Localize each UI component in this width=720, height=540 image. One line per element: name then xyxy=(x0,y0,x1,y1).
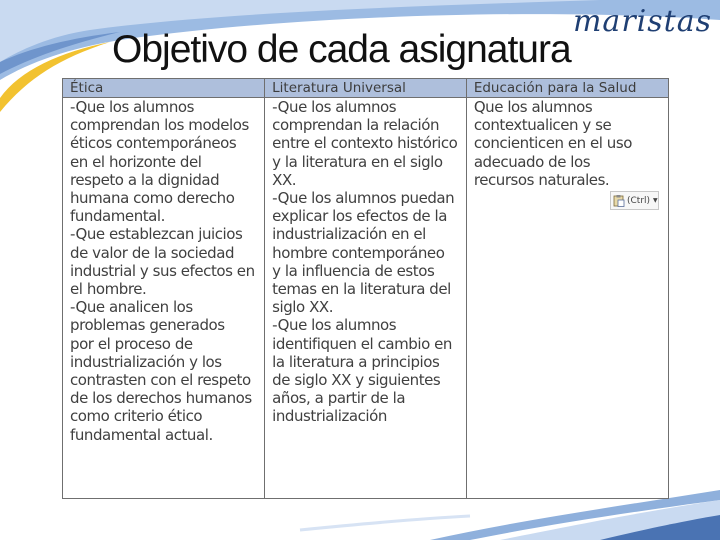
objectives-table xyxy=(62,78,669,499)
cell-line: de valor de la sociedad xyxy=(70,243,235,262)
slide-title: Objetivo de cada asignatura xyxy=(112,28,571,71)
cell-line: -Que los alumnos xyxy=(70,98,194,116)
cell-line: como criterio ético xyxy=(70,407,203,426)
cell-etica xyxy=(63,98,265,499)
cell-line: hombre contemporáneo xyxy=(272,243,445,262)
chevron-down-icon: ▼ xyxy=(653,197,658,204)
cell-line: adecuado de los xyxy=(473,152,591,171)
cell-line: concienticen en el uso xyxy=(473,134,632,153)
cell-line: éticos contemporáneos xyxy=(70,134,237,153)
header-educacion-salud: Educación para la Salud xyxy=(466,79,668,98)
cell-line: -Que los alumnos xyxy=(272,98,397,116)
cell-line: comprendan los modelos xyxy=(70,116,249,135)
cell-line: siglo XX. xyxy=(272,298,334,317)
cell-line: fundamental actual. xyxy=(70,425,213,444)
cell-line: industrialización y los xyxy=(70,352,222,371)
cell-line: contextualicen y se xyxy=(473,116,612,135)
cell-line: Que los alumnos xyxy=(473,98,593,116)
cell-line: en el horizonte del xyxy=(70,152,202,171)
cell-line: y la literatura en el siglo xyxy=(272,152,443,171)
cell-line: recursos naturales. xyxy=(473,170,610,189)
paste-options-label: (Ctrl) xyxy=(627,195,651,206)
header-literatura-universal: Literatura Universal xyxy=(265,79,467,98)
cell-line: respeto a la dignidad xyxy=(70,170,220,189)
cell-line: de siglo XX y siguientes xyxy=(272,371,441,390)
cell-line: XX. xyxy=(272,170,297,189)
cell-line: humana como derecho xyxy=(70,189,235,208)
cell-line: y la influencia de estos xyxy=(272,261,435,280)
cell-line: la literatura a principios xyxy=(272,352,440,371)
cell-line: industrial y sus efectos en xyxy=(70,261,255,280)
paste-options-button[interactable] xyxy=(610,191,659,210)
cell-line: el hombre. xyxy=(70,280,147,299)
cell-line: industrialización en el xyxy=(272,225,426,244)
cell-line: temas en la literatura del xyxy=(272,280,451,299)
cell-literatura-universal xyxy=(265,98,467,499)
cell-line: de los derechos humanos xyxy=(70,389,252,408)
table-row xyxy=(63,98,668,499)
cell-line: por el proceso de xyxy=(70,334,193,353)
cell-line: -Que establezcan juicios xyxy=(70,225,243,244)
maristas-logo: maristas xyxy=(572,4,712,39)
cell-line: problemas generados xyxy=(70,316,225,335)
cell-educacion-salud xyxy=(466,98,668,499)
cell-line: entre el contexto histórico xyxy=(272,134,458,153)
cell-line: -Que analicen los xyxy=(70,298,193,317)
cell-line: -Que los alumnos xyxy=(272,316,397,335)
cell-line: comprendan la relación xyxy=(272,116,440,135)
cell-line: años, a partir de la xyxy=(272,389,406,408)
cell-line: identifiquen el cambio en xyxy=(272,334,452,353)
table-header-row xyxy=(63,79,668,98)
header-etica: Ética xyxy=(63,79,265,98)
cell-line: explicar los efectos de la xyxy=(272,207,447,226)
cell-line: contrasten con el respeto xyxy=(70,371,251,390)
cell-line: -Que los alumnos puedan xyxy=(272,189,455,208)
clipboard-icon xyxy=(613,194,625,207)
cell-line: fundamental. xyxy=(70,207,165,226)
cell-line: industrialización xyxy=(272,407,387,426)
